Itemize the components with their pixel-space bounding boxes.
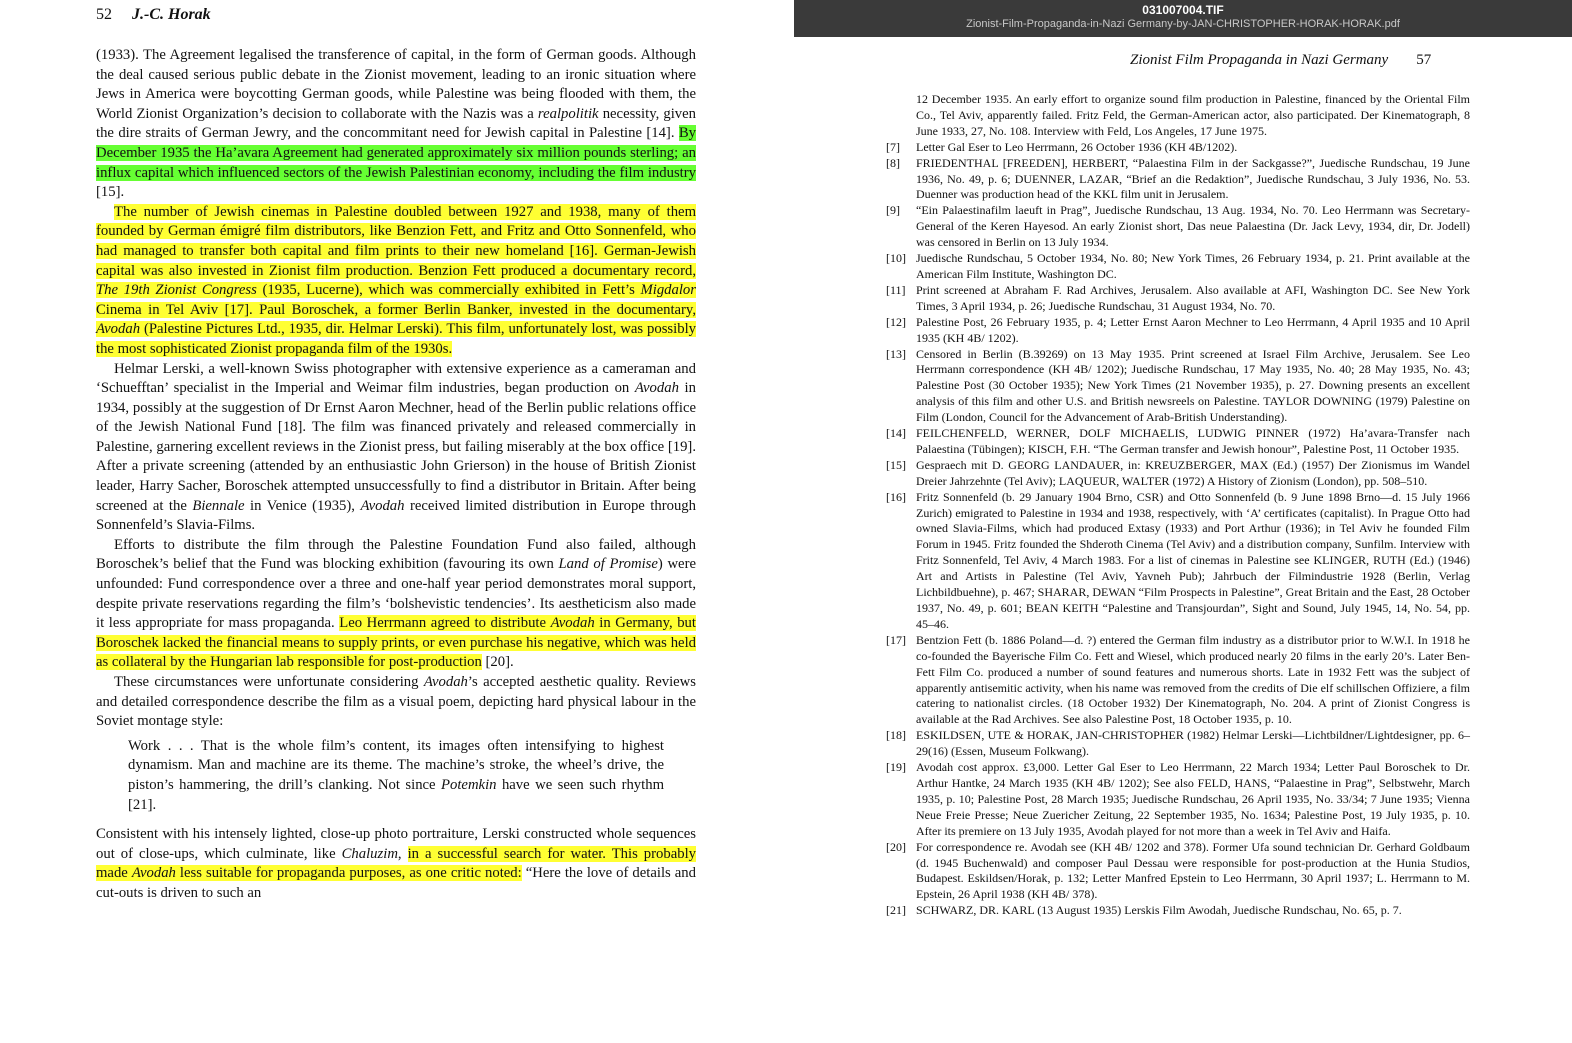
paragraph-5 [96,673,696,732]
note-item [886,840,1470,904]
note-text: SCHWARZ, DR. KARL (13 August 1935) Lerskis Film Awodah, Juedische Rundschau, No. 65, p. 7. [916,903,1402,918]
viewer-title-bar [794,0,1572,37]
italic-run: Avodah [550,615,595,632]
note-text: 12 December 1935. An early effort to organize sound film production in Palestine, financed by the Oriental Film Co., Tel Aviv, apparently failed. Fritz Feld, the German-American actor, also participated. Der Kinematograph, 8 June 1933, 27, No. 108. Interview with Feld, Los Angeles, 17 June 1975. [916,92,1470,138]
note-number: [19] [886,760,906,775]
text-run: Leo Herrmann agreed to distribute [339,615,551,632]
paragraph-4 [96,536,696,673]
text-run: in Germany, but Boroschek lacked the financial means to supply prints, or even purchase his negative, which was held as collateral by the Hungarian lab responsible for post-production [96,615,696,671]
right-running-head [1130,52,1431,69]
note-item [886,140,1470,156]
note-text: FRIEDENTHAL [FREEDEN], HERBERT, “Palaestina Film in der Sackgasse?”, Juedische Rundschau, 19 June 1936, No. 49, p. 6; DUENNER, LAZAR, “Brief an die Redaktion”, Juedische Rundschau, 3 July 1936, No. 53. Duenner was production head of the KKL film unit in Jerusalem. [916,155,1470,202]
note-item [886,283,1470,315]
note-number: [12] [886,314,906,329]
right-page-number: 57 [1416,52,1432,68]
viewer-document-name: Zionist-Film-Propaganda-in-Nazi Germany-by-JAN-CHRISTOPHER-HORAK-HORAK.pdf [966,18,1400,30]
paragraph-6 [96,825,696,903]
text-run: Efforts to distribute the film through the Palestine Foundation Fund also failed, although Boroschek’s belief that the Fund was blocking exhibition (favouring its own [96,536,696,573]
text-run: received limited distribution in Europe through Sonnenfeld’s Slavia-Films. [96,497,696,534]
note-text: Fritz Sonnenfeld (b. 29 January 1904 Brno, CSR) and Otto Sonnenfeld (b. 9 June 1898 Brno—d. 15 July 1966 Zurich) emigrated to Palestine in 1934 and 1938, respectively, with ‘A’ certificates (capitalist). In Prague Otto had owned Slavia-Films, which had produced Extasy (1933) and Port Arthur (1936); in Tel Aviv he founded Film Forum in 1945. Fritz founded the Shderoth Cinema (Tel Aviv) and a distribution company, Sunfilm. Interview with Fritz Sonnenfeld, Tel Aviv, 4 March 1983. For a list of cinemas in Palestine see KLINGER, RUTH (Ed.) (1946) Art and Artists in Palestine (Tel Aviv, Yavneh Pub); Jahrbuch der Filmindustrie 1928 (Berlin, Verlag Lichbildbuehne), p. 467; SHARAR, DEWAN “Film Prospects in Palestine”, Great Britain and the East, 28 October 1937, No. 49, p. 601; BEAN KEITH “Palestine and Transjourdan”, Sight and Sound, July 1945, 14, No. 54, pp. 45–46. [916,489,1470,631]
text-run: Helmar Lerski, a well-known Swiss photographer with extensive experience as a cameraman and ‘Schuefftan’ specialist in the Imperial and Weimar film industries, began production on [96,360,696,397]
text-run: ’s accepted aesthetic quality. Reviews and detailed correspondence describe the film as a visual poem, depicting hard physical labour in the Soviet montage style: [96,674,696,730]
note-text: FEILCHENFELD, WERNER, DOLF MICHAELIS, LUDWIG PINNER (1972) Ha’avara-Transfer nach Palaestina (Tübingen); KISCH, F.H. “The German transfer and Jewish honour”, Palestine Post, 11 October 1935. [916,426,1470,456]
note-item [886,426,1470,458]
note-item [886,203,1470,251]
note-item [886,903,1470,919]
note-number: [7] [886,139,900,154]
text-run: (1935, Lucerne), which was commercially exhibited in Fett’s [256,282,641,299]
green-highlight: By December 1935 the Ha’avara Agreement had generated approximately six million pounds sterling; an influx capital which influenced sectors of the Jewish Palestinian economy, including the film industry [96,125,696,181]
note-text: Juedische Rundschau, 5 October 1934, No. 80; New York Times, 26 February 1934, p. 21. Print available at the American Film Institute, Washington DC. [916,251,1470,281]
note-item [886,251,1470,283]
text-run: less suitable for propaganda purposes, as one critic noted: [175,865,522,882]
text-run: necessity, given the dire straits of German Jewry, and the concommitant need for Jewish capital in Palestine [14]. [96,105,696,142]
note-item [886,760,1470,840]
note-item [886,728,1470,760]
right-page [794,0,1572,1043]
italic-run: Land of Promise [558,556,658,573]
text-run: Consistent with his intensely lighted, close-up photo portraiture, Lerski constructed whole sequences out of close-ups, which culminate, like [96,826,696,862]
note-number: [16] [886,489,906,504]
text-run: Work . . . That is the whole film’s content, its images often intensifying to highest dynamism. Man and machine are its theme. The machine’s stroke, the wheel’s drive, the piston’s hammering, the drill’s clanking. Not since [128,737,664,793]
note-text: Avodah cost approx. £3,000. Letter Gal Eser to Leo Herrmann, 22 March 1934; Letter Paul Boroschek to Dr. Arthur Hantke, 24 March 1935 (KH 4B/ 1202); See also FELD, HANS, “Palaestine in Prag”, Selbstwehr, March 1935, p. 10; Palestine Post, 28 March 1935; Juedische Rundschau, 26 April 1935, No. 33/34; 7 June 1935; Vienna Neue Freie Presse; Neue Zuericher Zeitung, 22 September 1935, No. 1634; Palestine Post, 19 July 1935, p. 10. After its premiere on 13 July 1935, Avodah played for not more than a week in Tel Aviv and Haifa. [916,760,1470,838]
italic-run: Biennale [192,497,245,514]
left-running-head [96,6,211,24]
note-item [886,315,1470,347]
text-run: [15]. [96,184,125,201]
note-item [886,92,1470,140]
note-text: Bentzion Fett (b. 1886 Poland—d. ?) entered the German film industry as a distributor prior to W.W.I. In 1918 he co-founded the Bayerische Film Co. Fett and Wiesel, which produced nearly 20 films in the early 20’s. Later Ben-Fett Film Co. produced a number of sound features and numerous shorts. Late in 1932 Fett was the subject of apparently antisemitic activity, when his name was removed from the credits of Die elf schillschen Offiziere, a film catering to nationalist circles. (18 October 1932) Der Kinematograph, No. 204. A print of Zionist Congress is available at the Rad Archives. See also Palestine Post, 18 October 1935, p. 10. [916,632,1470,727]
note-text: Palestine Post, 26 February 1935, p. 4; Letter Ernst Aaron Mechner to Leo Herrmann, 4 April 1935 and 10 April 1935 (KH 4B/ 1202). [916,314,1470,345]
note-text: ESKILDSEN, UTE & HORAK, JAN-CHRISTOPHER (1982) Helmar Lerski—Lichtbildner/Lightdesigner, pp. 6–29(16) (Essen, Museum Folkwang). [916,728,1470,759]
text-run: “Here the love of details and cut-outs is driven to such an [96,865,696,901]
italic-run: Avodah [131,865,176,882]
note-number: [11] [886,282,906,297]
italic-run: Chaluzim [341,845,398,862]
italic-run: Migdalor [640,282,696,299]
right-running-title: Zionist Film Propaganda in Nazi Germany [1130,52,1389,68]
note-number: [17] [886,632,906,647]
text-run: (1933). The Agreement legalised the transference of capital, in the form of German goods. Although the deal caused serious public debate in the Zionist movement, leading to an ironic situation where Jews in America were boycotting German goods, while Palestine was being flooded with them, the World Zionist Organization’s decision to collaborate with the Nazis was a [96,47,696,122]
note-item [886,458,1470,490]
note-number: [18] [886,728,906,743]
note-item [886,633,1470,728]
note-item [886,156,1470,204]
left-page-number: 52 [96,6,112,23]
text-run: [20]. [481,654,514,671]
text-run: in Venice (1935), [244,497,361,514]
italic-run: Avodah [423,674,468,690]
note-text: Print screened at Abraham F. Rad Archives, Jerusalem. Also available at AFI, Washington DC. See New York Times, 3 April 1934, p. 26; Juedische Rundschau, 31 August 1934, No. 70. [916,282,1470,313]
note-number: [21] [886,903,906,918]
text-run: , [397,845,408,862]
paragraph-2 [96,203,696,360]
italic-run: Avodah [634,380,679,397]
text-run: ) were unfounded: Fund correspondence over a three and one-half year period demonstrates moral support, despite private reservations regarding the film’s ‘bolshevistic tendencies’. Its aestheticism also made it less appropriate for mass propaganda. [96,556,696,632]
italic-run: Avodah [360,497,405,514]
text-run: The number of Jewish cinemas in Palestine doubled between 1927 and 1938, many of them founded by German émigré film distributors, like Benzion Fett, and Fritz and Otto Sonnenfeld, who had managed to transfer both capital and film prints to their new homeland [16]. German-Jewish capital was also invested in Zionist film production. Benzion Fett produced a documentary record, [96,203,696,279]
text-run: in a successful search for water. This probably made [96,845,697,882]
italic-run: realpolitik [537,105,599,122]
text-run: Cinema in Tel Aviv [17]. Paul Boroschek, a former Berlin Banker, invested in the documentary, [96,301,696,318]
note-text: Letter Gal Eser to Leo Herrmann, 26 October 1936 (KH 4B/1202). [916,139,1238,154]
left-running-title: J.-C. Horak [132,6,211,23]
note-item [886,347,1470,427]
note-number: [14] [886,426,906,441]
viewer-filename: 031007004.TIF [1142,3,1224,17]
note-number: [13] [886,346,906,361]
note-number: [8] [886,155,900,170]
yellow-highlight [96,204,696,357]
paragraph-1 [96,46,696,203]
note-text: For correspondence re. Avodah see (KH 4B/ 1202 and 378). Former Ufa sound technician Dr. Gerhard Goldbaum (d. 1945 Buchenwald) and composer Paul Dessau were responsible for post-production at the Hunia Studios, Budapest. Eskildsen/Horak, p. 132; Letter Manfred Epstein to Leo Herrmann, 30 April 1937; L. Herrmann to M. Epstein, 26 April 1938 (KH 4B/ 378). [916,839,1470,902]
italic-run: Avodah [96,321,141,338]
note-number: [10] [886,251,906,266]
note-number: [15] [886,457,906,472]
note-text: Gespraech mit D. GEORG LANDAUER, in: KREUZBERGER, MAX (Ed.) (1957) Der Zionismus im Wandel Dreier Jahrzehnte (Tel Aviv); LAQUEUR, WALTER (1972) A History of Zionism (London), pp. 508–510. [916,457,1470,488]
left-body-text [96,46,696,904]
block-quote [128,737,664,815]
text-run: in 1934, possibly at the suggestion of Dr Ernst Aaron Mechner, head of the Berlin public relations office of the Jewish National Fund [18]. The film was financed privately and released commercially in Palestine, garnering excellent reviews in the Zionist press, but failing miserably at the box office [19]. After a private screening (attended by an enthusiastic John Grierson) in the house of British Zionist leader, Harry Sacher, Boroschek attempted unsuccessfully to find a distributor in Britain. After being screened at the [96,380,696,514]
text-run: These circumstances were unfortunate considering [114,674,424,690]
note-number: [9] [886,203,900,218]
text-run: have we seen such rhythm [21]. [128,776,664,813]
notes-list [886,92,1470,919]
text-run: (Palestine Pictures Ltd., 1935, dir. Helmar Lerski). This film, unfortunately lost, was possibly the most sophisticated Zionist propaganda film of the 1930s. [96,321,696,357]
note-number: [20] [886,839,906,854]
italic-run: The 19th Zionist Congress [96,282,257,299]
note-text: Censored in Berlin (B.39269) on 13 May 1935. Print screened at Israel Film Archive, Jerusalem. See Leo Herrmann correspondence (KH 4B/ 1202); Juedische Rundschau, 17 May 1935, No. 40; 28 May 1935, No. 43; Palestine Post (30 October 1935); New York Times (21 November 1935), p. 27. Downing presents an excellent analysis of this film and other U.S. and British newsreels on Palestine. TAYLOR DOWNING (1979) Palestine on Film (London, Council for the Advancement of Arab-British Understanding). [916,346,1470,425]
note-text: “Ein Palaestinafilm laeuft in Prag”, Juedische Rundschau, 13 Aug. 1934, No. 70. Leo Herrmann was Secretary-General of the Keren Hayesod. An early Zionist short, Das neue Palaestina (Dr. Jack Levy, 1934, dir, Dr. Jodell) was censored in Berlin on 13 July 1934. [916,203,1470,250]
paragraph-3 [96,360,696,536]
note-item [886,490,1470,633]
italic-run: Potemkin [441,776,497,793]
